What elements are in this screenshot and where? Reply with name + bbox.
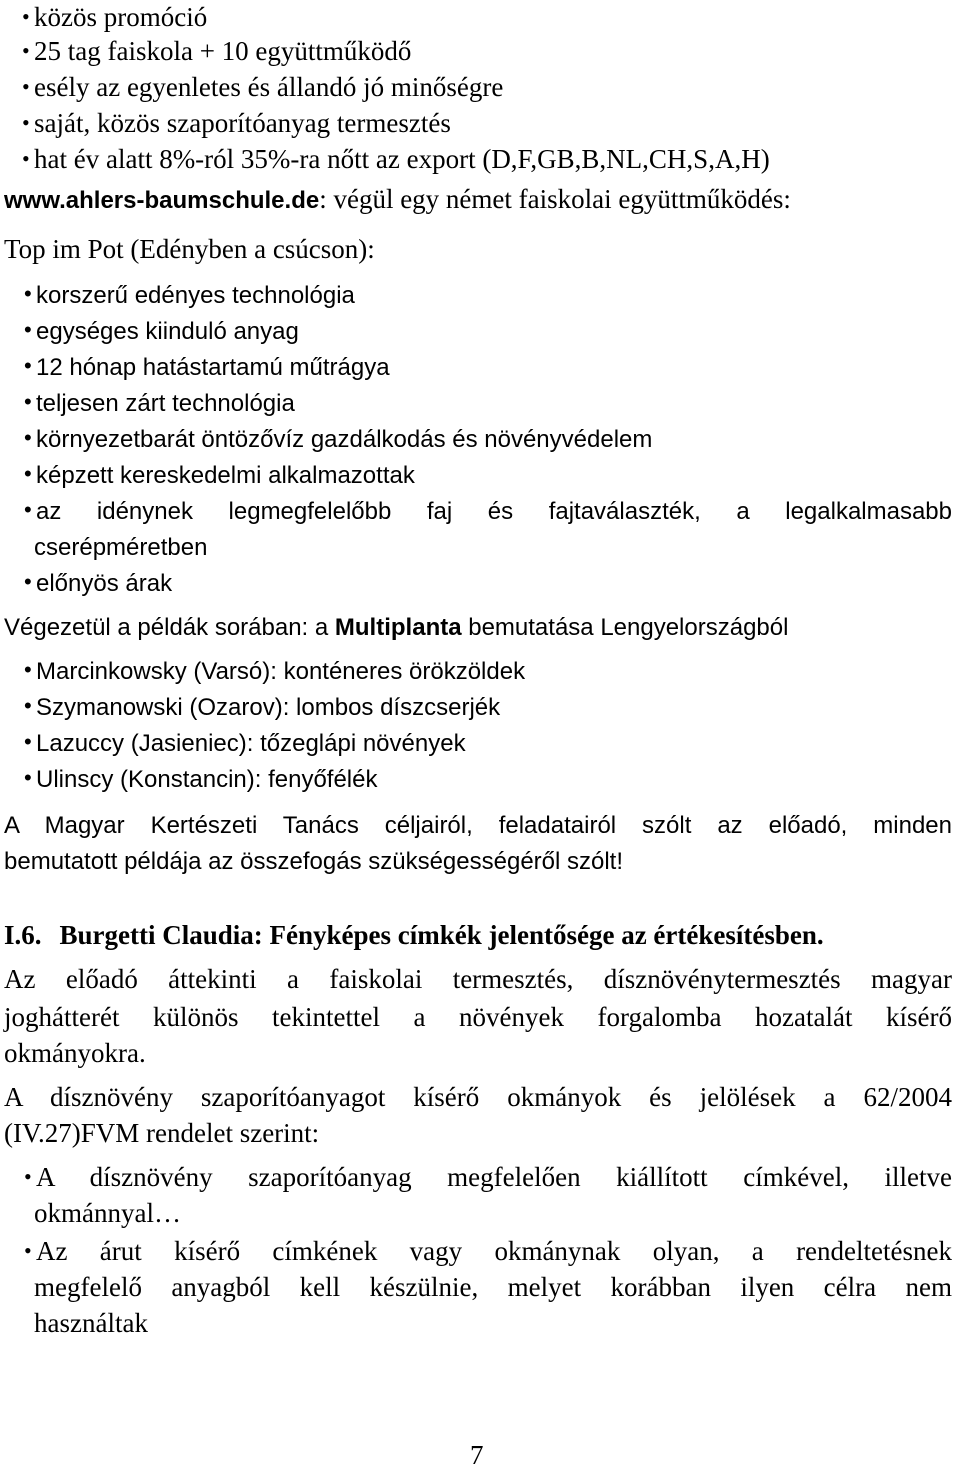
- list-item: •Az árut kísérő címkének vagy okmánynak olyan, a rendeltetésnek: [24, 1238, 952, 1265]
- bullet-icon: [22, 110, 34, 137]
- list-item: •Ulinscy (Konstancin): fenyőfélék: [24, 768, 377, 792]
- bullet-icon: [24, 768, 36, 792]
- page-number: 7: [470, 1440, 484, 1470]
- paragraph-line: Az előadó áttekinti a faiskolai termesztés, dísznövénytermesztés magyar: [4, 964, 952, 994]
- paragraph-line: okmányokra.: [4, 1038, 146, 1068]
- list-item: •A dísznövény szaporítóanyag megfelelően kiállított címkével, illetve: [24, 1164, 952, 1191]
- bullet-icon: [24, 392, 36, 416]
- bullet-icon: [24, 428, 36, 452]
- bullet-icon: [24, 320, 36, 344]
- multiplanta-line: Végezetül a példák sorában: a Multiplanta bemutatása Lengyelországból: [4, 614, 789, 641]
- bullet-icon: [24, 500, 36, 524]
- list-item: •Lazuccy (Jasieniec): tőzeglápi növények: [24, 732, 466, 756]
- list-item: •25 tag faiskola + 10 együttműködő: [22, 38, 411, 65]
- section-heading: [4, 922, 824, 949]
- list-item-continuation: cserépméretben: [34, 534, 208, 561]
- list-item: •hat év alatt 8%-ról 35%-ra nőtt az export (D,F,GB,B,NL,CH,S,A,H): [22, 146, 770, 173]
- list-item: •12 hónap hatástartamú műtrágya: [24, 356, 390, 380]
- list-item: •teljesen zárt technológia: [24, 392, 295, 416]
- list-item: •Marcinkowsky (Varsó): konténeres örökzöldek: [24, 660, 525, 684]
- mkt-paragraph-line: bemutatott példája az összefogás szükségességéről szólt!: [4, 848, 624, 875]
- bullet-icon: [24, 284, 36, 308]
- list-item: •esély az egyenletes és állandó jó minőségre: [22, 74, 503, 101]
- list-item-continuation: használtak: [34, 1308, 148, 1338]
- list-item: •korszerű edényes technológia: [24, 284, 355, 308]
- mkt-paragraph-line: A Magyar Kertészeti Tanács céljairól, feladatairól szólt az előadó, minden: [4, 812, 952, 839]
- bullet-icon: [24, 572, 36, 596]
- bullet-icon: [22, 74, 34, 101]
- bullet-icon: [24, 732, 36, 756]
- section-number: I.6.: [4, 920, 42, 950]
- bullet-icon: [24, 356, 36, 380]
- list-item: •saját, közös szaporítóanyag termesztés: [22, 110, 451, 137]
- list-item: •előnyös árak: [24, 572, 172, 596]
- bullet-icon: [24, 1238, 36, 1265]
- list-item: •az idénynek legmegfelelőbb faj és fajtaválaszték, a legalkalmasabb: [24, 500, 952, 524]
- bullet-icon: [22, 146, 34, 173]
- list-item: •egységes kiinduló anyag: [24, 320, 299, 344]
- bullet-icon: [24, 464, 36, 488]
- list-item: •Szymanowski (Ozarov): lombos díszcserjék: [24, 696, 500, 720]
- bullet-icon: [24, 696, 36, 720]
- list-item-continuation: okmánnyal…: [34, 1198, 181, 1228]
- ahlers-line: www.ahlers-baumschule.de: végül egy német faiskolai együttműködés:: [4, 184, 791, 214]
- section-title: Burgetti Claudia: Fényképes címkék jelentősége az értékesítésben.: [59, 920, 824, 950]
- paragraph-line: A dísznövény szaporítóanyagot kísérő okmányok és jelölések a 62/2004: [4, 1082, 952, 1112]
- bullet-icon: [24, 1164, 36, 1191]
- ahlers-url[interactable]: www.ahlers-baumschule.de: [4, 187, 320, 214]
- list-item-continuation: megfelelő anyagból kell készülnie, melyet korábban ilyen célra nem: [34, 1272, 952, 1302]
- list-item: •közös promóció: [22, 4, 207, 31]
- top-im-pot-heading: Top im Pot (Edényben a csúcson):: [4, 234, 375, 264]
- paragraph-line: joghátterét különös tekintettel a növények forgalomba hozatalát kísérő: [4, 1002, 952, 1032]
- list-item: •környezetbarát öntözővíz gazdálkodás és növényvédelem: [24, 428, 652, 452]
- list-item: •képzett kereskedelmi alkalmazottak: [24, 464, 415, 488]
- bullet-icon: [22, 4, 34, 31]
- bullet-icon: [24, 660, 36, 684]
- bullet-icon: [22, 38, 34, 65]
- paragraph-line: (IV.27)FVM rendelet szerint:: [4, 1118, 320, 1148]
